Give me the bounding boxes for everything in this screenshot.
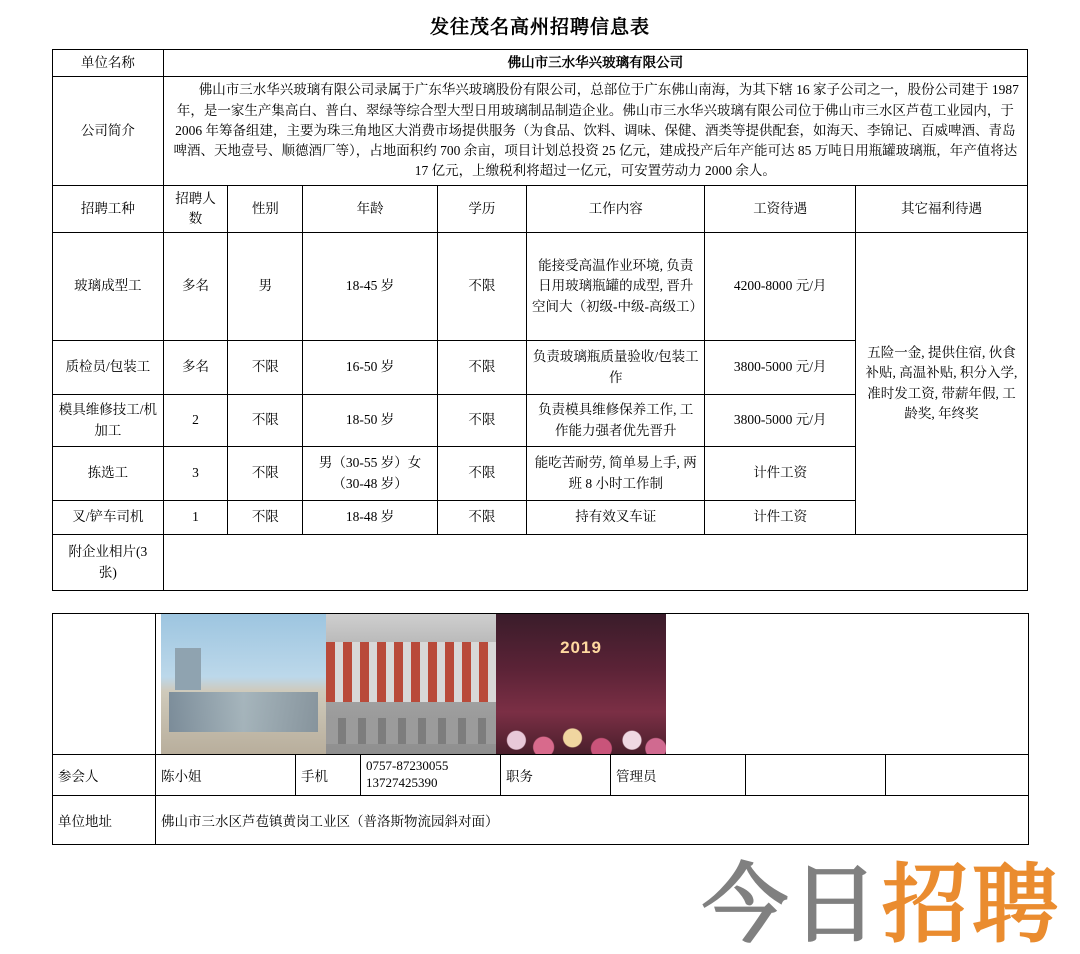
header-count: 招聘人数 <box>163 185 227 233</box>
attachment-label: 附企业相片(3 张) <box>53 535 164 591</box>
address-value: 佛山市三水区芦苞镇黄岗工业区（普洛斯物流园斜对面） <box>156 795 1029 844</box>
job-count: 多名 <box>163 233 227 341</box>
recruitment-info-table <box>52 49 1028 591</box>
watermark-part1: 今日 <box>702 857 882 953</box>
phone-label: 手机 <box>296 755 361 796</box>
job-gender: 不限 <box>228 395 303 447</box>
photos-row <box>53 614 1029 755</box>
address-row <box>53 795 1029 844</box>
job-table-header-row <box>53 185 1028 233</box>
factory-exterior-photo <box>161 614 326 754</box>
photos-empty-left <box>53 614 156 755</box>
company-intro-label: 公司简介 <box>53 77 164 185</box>
address-label: 单位地址 <box>53 795 156 844</box>
job-age: 18-50 岁 <box>303 395 437 447</box>
job-gender: 不限 <box>228 341 303 395</box>
job-count: 多名 <box>163 341 227 395</box>
job-content: 能接受高温作业环境, 负责日用玻璃瓶罐的成型, 晋升空间大（初级-中级-高级工） <box>527 233 705 341</box>
job-education: 不限 <box>437 501 526 535</box>
job-name: 模具维修技工/机加工 <box>53 395 164 447</box>
job-salary: 计件工资 <box>705 501 855 535</box>
photos-contact-table <box>52 613 1029 845</box>
contact-row <box>53 755 1029 796</box>
job-education: 不限 <box>437 447 526 501</box>
header-benefits: 其它福利待遇 <box>855 185 1027 233</box>
annual-party-photo <box>496 614 666 754</box>
watermark-part2: 招聘 <box>882 857 1062 953</box>
header-salary: 工资待遇 <box>705 185 855 233</box>
job-content: 负责玻璃瓶质量验收/包装工作 <box>527 341 705 395</box>
company-name-row <box>53 50 1028 77</box>
job-name: 叉/铲车司机 <box>53 501 164 535</box>
job-age: 男（30-55 岁）女（30-48 岁） <box>303 447 437 501</box>
job-salary: 3800-5000 元/月 <box>705 341 855 395</box>
job-education: 不限 <box>437 341 526 395</box>
company-intro-cell <box>163 77 1027 185</box>
attachment-empty-cell <box>163 535 1027 591</box>
job-education: 不限 <box>437 233 526 341</box>
job-name: 质检员/包装工 <box>53 341 164 395</box>
job-count: 1 <box>163 501 227 535</box>
header-gender: 性别 <box>228 185 303 233</box>
watermark <box>702 857 1062 953</box>
job-age: 16-50 岁 <box>303 341 437 395</box>
position-label: 职务 <box>501 755 611 796</box>
job-education: 不限 <box>437 395 526 447</box>
table-row <box>53 233 1028 341</box>
production-line-photo <box>326 614 496 754</box>
job-gender: 不限 <box>228 447 303 501</box>
job-count: 3 <box>163 447 227 501</box>
job-content: 负责模具维修保养工作, 工作能力强者优先晋升 <box>527 395 705 447</box>
photos-cell <box>156 614 1029 755</box>
job-name: 玻璃成型工 <box>53 233 164 341</box>
header-education: 学历 <box>437 185 526 233</box>
job-salary: 4200-8000 元/月 <box>705 233 855 341</box>
header-content: 工作内容 <box>527 185 705 233</box>
header-job: 招聘工种 <box>53 185 164 233</box>
company-intro-row <box>53 77 1028 185</box>
job-gender: 男 <box>228 233 303 341</box>
contact-empty-1 <box>746 755 886 796</box>
job-name: 拣选工 <box>53 447 164 501</box>
job-salary: 计件工资 <box>705 447 855 501</box>
company-intro-text: 佛山市三水华兴玻璃有限公司录属于广东华兴玻璃股份有限公司，总部位于广东佛山南海，为其下辖 16 家子公司之一，股份公司建于 1987 年，是一家生产集高白、普白、翠绿等综合型大型日用玻璃制品制造企业。佛山市三水华兴玻璃有限公司位于佛山市三水区芦苞工业园内，于 2006 年筹备组建，主要为珠三角地区大消费市场提供服务（为食品、饮料、调味、保健、酒类等提供配套，如海天、李锦记、百威啤酒、青岛啤酒、天地壹号、顺德酒厂等），占地面积约 700 余亩，项目计划总投资 25 亿元，建成投产后年产能可达 85 万吨日用瓶罐玻璃瓶，年产值将达 17 亿元，上缴税利将超过一亿元，可安置劳动力 2000 余人。 <box>173 82 1019 179</box>
attachment-row <box>53 535 1028 591</box>
job-age: 18-45 岁 <box>303 233 437 341</box>
job-age: 18-48 岁 <box>303 501 437 535</box>
phone-value: 0757-87230055 13727425390 <box>361 755 501 796</box>
header-age: 年龄 <box>303 185 437 233</box>
job-count: 2 <box>163 395 227 447</box>
attendee-value: 陈小姐 <box>156 755 296 796</box>
job-content: 能吃苦耐劳, 简单易上手, 两班 8 小时工作制 <box>527 447 705 501</box>
job-content: 持有效叉车证 <box>527 501 705 535</box>
position-value: 管理员 <box>611 755 746 796</box>
photo-strip <box>161 614 666 754</box>
page-title: 发往茂名高州招聘信息表 <box>429 17 650 38</box>
attendee-label: 参会人 <box>53 755 156 796</box>
company-name-value: 佛山市三水华兴玻璃有限公司 <box>163 50 1027 77</box>
company-name-label: 单位名称 <box>53 50 164 77</box>
job-salary: 3800-5000 元/月 <box>705 395 855 447</box>
benefits-cell: 五险一金, 提供住宿, 伙食补贴, 高温补贴, 积分入学, 准时发工资, 带薪年假, 工龄奖, 年终奖 <box>855 233 1027 535</box>
job-gender: 不限 <box>228 501 303 535</box>
contact-empty-2 <box>886 755 1029 796</box>
